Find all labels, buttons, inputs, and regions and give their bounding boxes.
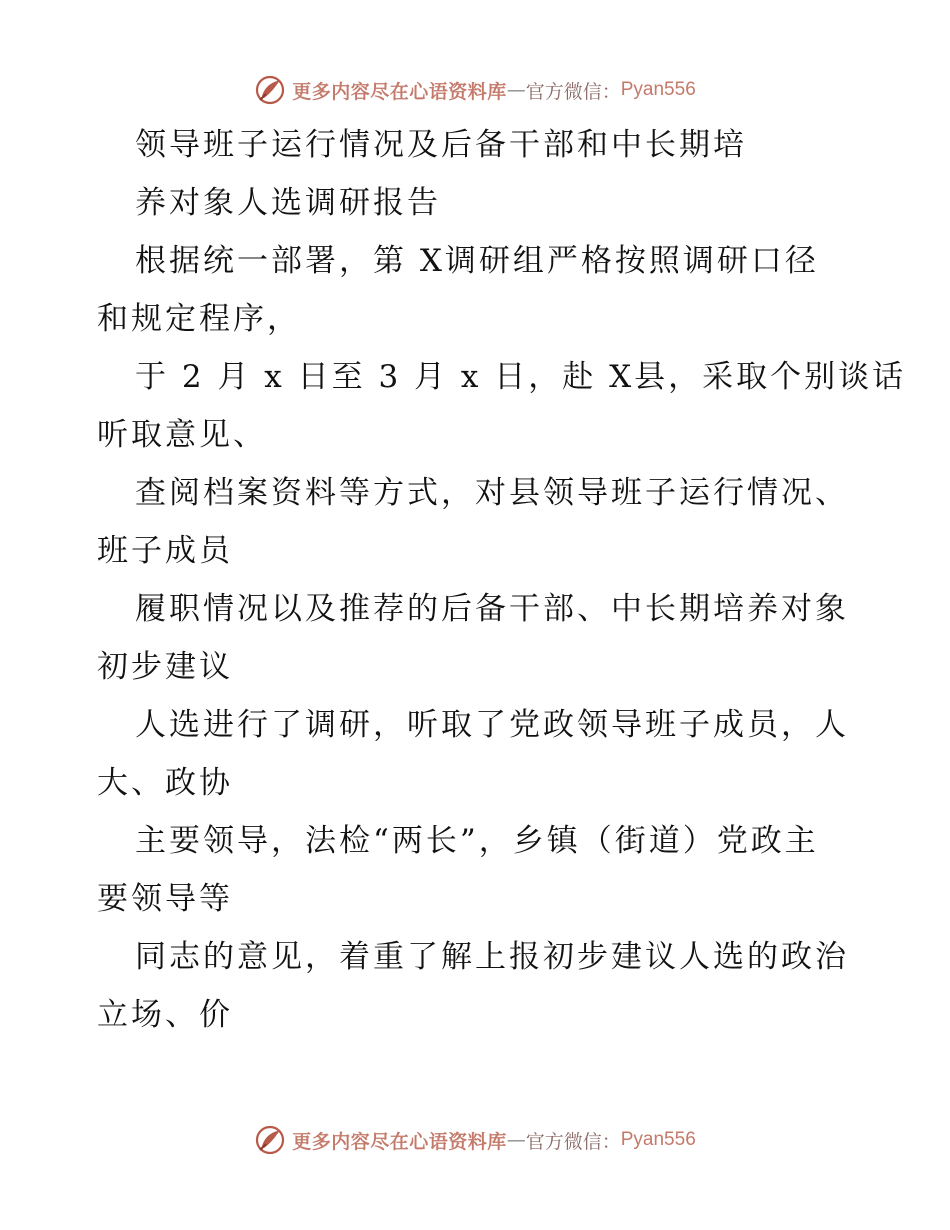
watermark-wechat-label: 官方微信： [525, 80, 621, 103]
watermark-brand-text: 更多内容尽在心语资料库 [292, 80, 507, 103]
header-watermark [0, 70, 950, 110]
text-line: 人选进行了调研，听取了党政领导班子成员，人 [135, 707, 849, 743]
text-line: 初步建议 [97, 649, 233, 685]
watermark-dash: — [506, 1129, 526, 1151]
watermark-dash: — [506, 79, 526, 101]
footer-watermark [0, 1120, 950, 1160]
text-line: 要领导等 [97, 881, 233, 917]
text-line: 于 2 月 x 日至 3 月 x 日，赴 X县，采取个别谈话 [135, 359, 907, 395]
watermark-wechat-id: Pyan556 [620, 79, 696, 100]
text-line: 主要领导，法检“两长”，乡镇（街道）党政主 [135, 823, 819, 859]
brand-logo-icon [254, 1124, 286, 1156]
document-body [97, 116, 907, 1044]
text-line: 领导班子运行情况及后备干部和中长期培 [135, 127, 747, 163]
text-line: 根据统一部署，第 X调研组严格按照调研口径 [135, 243, 819, 279]
text-line: 同志的意见，着重了解上报初步建议人选的政治 [135, 939, 849, 975]
text-line: 查阅档案资料等方式，对县领导班子运行情况、 [135, 475, 849, 511]
brand-logo-icon [254, 74, 286, 106]
watermark-wechat-label: 官方微信： [525, 1130, 621, 1153]
watermark-wechat-id: Pyan556 [620, 1129, 696, 1150]
text-line: 养对象人选调研报告 [135, 185, 441, 221]
text-line: 班子成员 [97, 533, 233, 569]
text-line: 大、政协 [97, 765, 233, 801]
text-line: 履职情况以及推荐的后备干部、中长期培养对象 [135, 591, 849, 627]
text-line: 和规定程序， [97, 301, 301, 337]
text-line: 听取意见、 [97, 417, 267, 453]
watermark-brand-text: 更多内容尽在心语资料库 [292, 1130, 507, 1153]
text-line: 立场、价 [97, 997, 233, 1033]
